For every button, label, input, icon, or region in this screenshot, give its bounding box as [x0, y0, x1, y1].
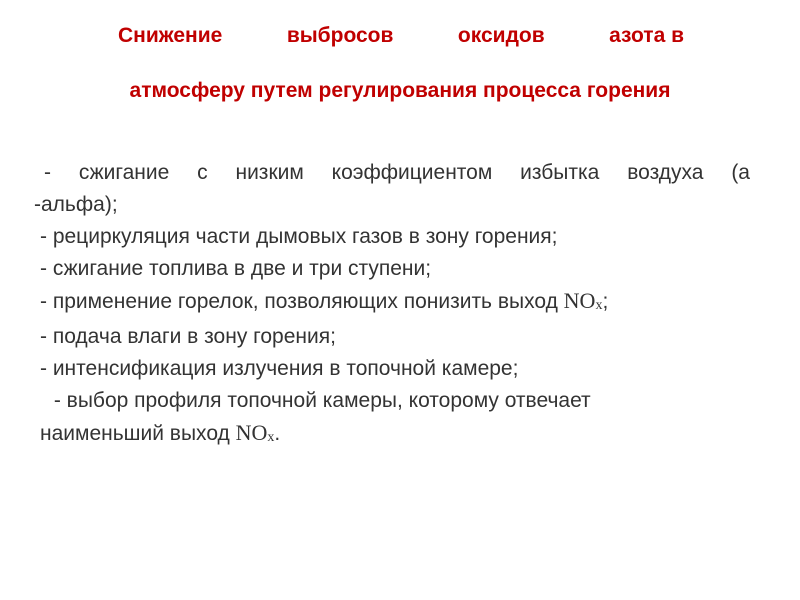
item-text: - применение горелок, позволяющих понизить выход	[40, 290, 558, 313]
nox-formula	[236, 420, 275, 445]
item-word: коэффициентом	[331, 161, 493, 184]
nox-subscript: x	[267, 430, 275, 445]
item-text: - выбор профиля топочной камеры, которому отвечает	[48, 389, 591, 412]
list-item: - подача влаги в зону горения;	[40, 325, 336, 348]
slide-title-line-2: атмосферу путем регулирования процесса горения	[129, 79, 671, 102]
bullet-list	[34, 157, 750, 453]
item-word: сжигание	[78, 161, 170, 184]
list-item	[40, 285, 750, 321]
item-word: воздуха	[627, 161, 704, 184]
item-word: избытка	[520, 161, 600, 184]
nox-subscript: x	[595, 298, 603, 313]
list-item-continuation: -альфа);	[34, 193, 118, 216]
nox-main: NO	[235, 420, 268, 445]
item-punctuation: .	[274, 422, 281, 445]
list-item: - интенсификация излучения в топочной камере;	[40, 357, 519, 380]
nox-formula	[564, 288, 603, 313]
item-word: (а	[731, 161, 750, 184]
list-item	[40, 157, 750, 189]
item-word: -	[44, 161, 51, 184]
list-item	[40, 385, 750, 417]
title-word: выбросов	[286, 24, 394, 47]
item-punctuation: ;	[602, 290, 609, 313]
nox-main: NO	[563, 288, 596, 313]
title-word: Снижение	[118, 24, 223, 47]
list-item: - рециркуляция части дымовых газов в зону горения;	[40, 225, 558, 248]
slide-title-line-1	[118, 24, 684, 48]
list-item: - сжигание топлива в две и три ступени;	[40, 257, 432, 280]
item-word: с	[197, 161, 208, 184]
title-word: оксидов	[457, 24, 545, 47]
title-word: азота в	[609, 24, 684, 47]
list-item-continuation	[40, 417, 750, 453]
item-word: низким	[235, 161, 304, 184]
item-text: наименьший выход	[40, 422, 230, 445]
